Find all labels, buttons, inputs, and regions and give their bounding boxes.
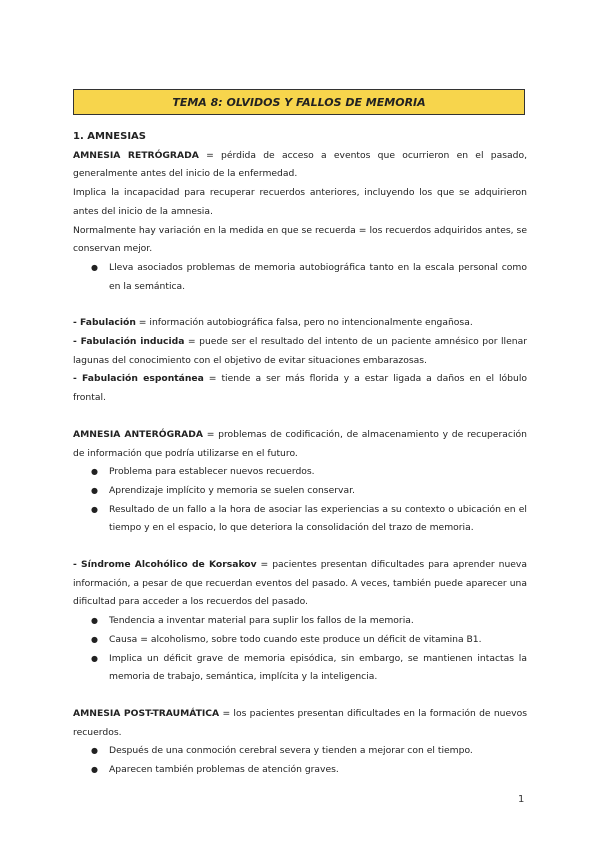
bullet-list-anterograde: [73, 463, 527, 538]
list-item-text: Después de una conmoción cerebral severa y tienden a mejorar con el tiempo.: [109, 745, 473, 757]
list-item: [73, 742, 527, 761]
definition-post-traumatic: = los pacientes presentan dificultades en la formación de nuevos recuerdos.: [73, 707, 528, 738]
bullet-icon: ●: [91, 616, 98, 626]
page-title: TEMA 8: OLVIDOS Y FALLOS DE MEMORIA: [73, 89, 525, 115]
definition-fabulation: = información autobiográfica falsa, pero no intencionalmente engañosa.: [135, 317, 473, 329]
term-fabulation-induced: - Fabulación inducida: [73, 336, 185, 348]
paragraph-fabulation-spontaneous: [73, 370, 527, 407]
bullet-icon: ●: [91, 504, 98, 514]
paragraph-fabulation-induced: [73, 333, 527, 370]
definition-fabulation-spontaneous: = tiende a ser más florida y a estar ligada a daños en el lóbulo frontal.: [73, 373, 527, 404]
term-fabulation: - Fabulación: [73, 317, 136, 329]
paragraph-retrograde: [73, 147, 527, 184]
list-item-text: Lleva asociados problemas de memoria autobiográfica tanto en la escala personal como en la semántica.: [109, 261, 527, 292]
bullet-icon: ●: [91, 765, 98, 775]
document-body: [73, 128, 527, 780]
term-retrograde: AMNESIA RETRÓGRADA: [73, 149, 199, 161]
list-item-text: Tendencia a inventar material para suplir los fallos de la memoria.: [109, 615, 414, 627]
term-fabulation-spontaneous: - Fabulación espontánea: [73, 373, 204, 385]
bullet-icon: ●: [91, 634, 98, 644]
paragraph-anterograde: [73, 426, 527, 463]
definition-retrograde: = pérdida de acceso a eventos que ocurrieron en el pasado, generalmente antes del inicio de la enfermedad.: [73, 149, 528, 180]
list-item-text: Resultado de un fallo a la hora de asociar las experiencias a su contexto o ubicación en el tiempo y en el espacio, lo que deteriora la consolidación del trazo de memoria.: [109, 503, 527, 534]
term-post-traumatic: AMNESIA POST-TRAUMÁTICA: [73, 707, 220, 719]
paragraph-retrograde-2: Implica la incapacidad para recuperar recuerdos anteriores, incluyendo los que se adquirieron antes del inicio de la amnesia.: [73, 187, 527, 217]
list-item: [73, 612, 527, 631]
paragraph-retrograde-3: Normalmente hay variación en la medida en que se recuerda = los recuerdos adquiridos antes, se conservan mejor.: [73, 224, 527, 255]
definition-fabulation-induced: = puede ser el resultado del intento de un paciente amnésico por llenar lagunas del conocimiento con el objetivo de evitar situaciones embarazosas.: [73, 336, 527, 366]
paragraph-post-traumatic: [73, 705, 527, 742]
paragraph-fabulation: [73, 314, 527, 333]
list-item: [73, 259, 527, 296]
list-item-text: Implica un déficit grave de memoria episódica, sin embargo, se mantienen intactas la memoria de trabajo, semántica, implícita y la inteligencia.: [109, 652, 527, 683]
list-item-text: Problema para establecer nuevos recuerdos.: [109, 466, 315, 478]
list-item: [73, 501, 527, 538]
list-item: [73, 650, 527, 687]
paragraph-korsakov: [73, 556, 527, 612]
list-item: [73, 761, 527, 780]
bullet-list-retrograde: [73, 259, 527, 296]
list-item: [73, 482, 527, 501]
bullet-icon: ●: [91, 467, 98, 477]
bullet-icon: ●: [91, 653, 98, 663]
bullet-list-korsakov: [73, 612, 527, 687]
bullet-icon: ●: [91, 485, 98, 495]
list-item-text: Aparecen también problemas de atención graves.: [109, 764, 339, 776]
list-item-text: Causa = alcoholismo, sobre todo cuando este produce un déficit de vitamina B1.: [109, 633, 482, 645]
bullet-icon: ●: [91, 262, 98, 272]
section-heading: 1. AMNESIAS: [73, 131, 146, 142]
list-item-text: Aprendizaje implícito y memoria se suelen conservar.: [109, 484, 355, 496]
bullet-icon: ●: [91, 746, 98, 756]
bullet-list-post-traumatic: [73, 742, 527, 779]
definition-anterograde: = problemas de codificación, de almacenamiento y de recuperación de información que podría utilizarse en el futuro.: [73, 428, 527, 459]
definition-korsakov: = pacientes presentan dificultades para aprender nueva información, a pesar de que recuerdan eventos del pasado. A veces, también puede aparecer una dificultad para acceder a los recuerdos del pasado.: [73, 559, 527, 608]
list-item: [73, 631, 527, 650]
page-number: 1: [518, 794, 525, 805]
term-korsakov: - Síndrome Alcohólico de Korsakov: [73, 559, 257, 571]
list-item: [73, 463, 527, 482]
term-anterograde: AMNESIA ANTERÓGRADA: [73, 428, 204, 440]
